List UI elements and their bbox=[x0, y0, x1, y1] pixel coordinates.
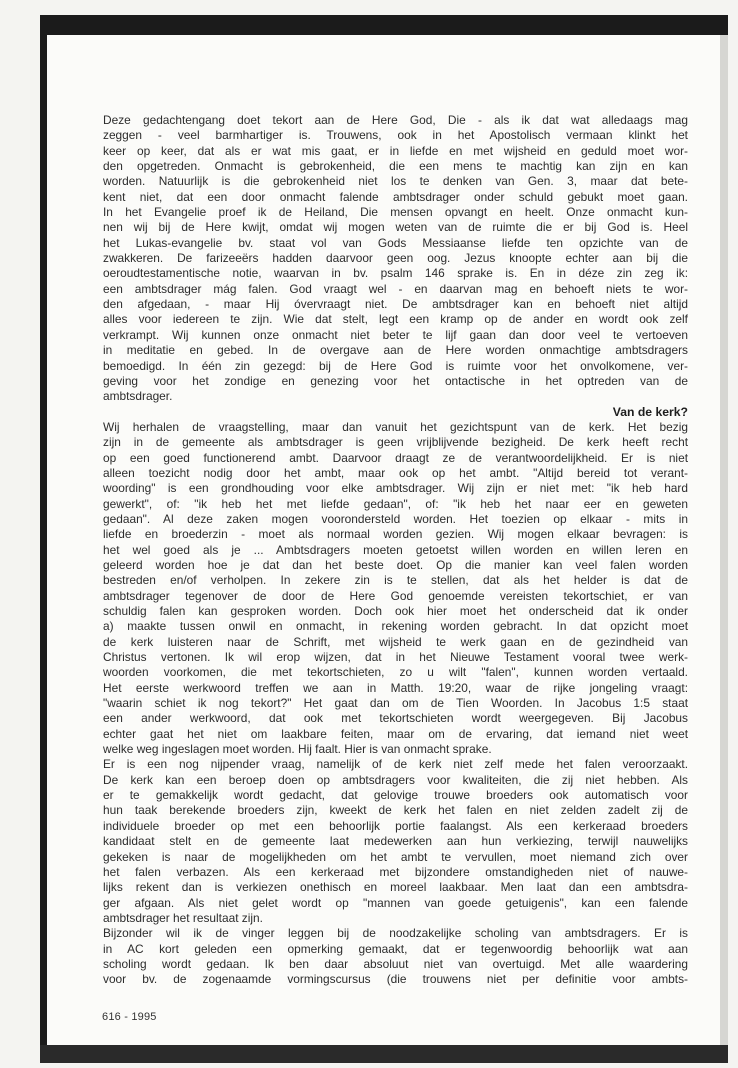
text-line: ambtsdrager tegenover de door de Here God genoemde vereisten tekortschiet, er van bbox=[103, 588, 688, 603]
text-line: In het Evangelie proef ik de Heiland, Die mensen opvangt en heelt. Onze onmacht kun- bbox=[103, 205, 688, 220]
scan-border-left bbox=[40, 15, 47, 1045]
paragraph-onmacht bbox=[103, 113, 688, 405]
text-line: Wij herhalen de vraagstelling, maar dan vanuit het gezichtspunt van de kerk. Het bezig bbox=[103, 419, 688, 434]
text-line: scholing wordt gedaan. Ik ben daar absoluut niet van overtuigd. Met alle waardering bbox=[103, 956, 688, 971]
text-line: gedaan". Al deze zaken mogen voorondersteld worden. Het toezien op elkaar - mits in bbox=[103, 511, 688, 526]
text-line: De kerk kan een beroep doen op ambtsdragers voor kwaliteiten, die zij niet hebben. Als bbox=[103, 772, 688, 787]
text-line: Deze gedachtengang doet tekort aan de Here God, Die - als ik dat wat alledaags mag bbox=[103, 113, 688, 127]
text-line: een ambtsdrager mág falen. God vraagt wel - en daarvan mag en behoeft niets te wor- bbox=[103, 281, 688, 296]
page-sheet bbox=[47, 35, 720, 1045]
text-line: Er is een nog nijpender vraag, namelijk of de kerk niet zelf mede het falen veroorzaakt. bbox=[103, 757, 688, 772]
text-line: alleen toezicht nodig door het ambt, maar ook op het ambt. "Altijd bereid tot verant- bbox=[103, 465, 688, 480]
paragraph-falen-veroorzaakt bbox=[103, 757, 688, 926]
text-line: woording" is een grondhouding voor elke ambtsdrager. Wij zijn er niet met: "ik heb hard bbox=[103, 481, 688, 496]
text-line: ambtsdrager het resultaat zijn. bbox=[103, 910, 263, 925]
text-line: worden. Natuurlijk is die gebrokenheid niet los te denken van Gen. 3, maar dat bete- bbox=[103, 174, 688, 189]
paragraph-van-de-kerk bbox=[103, 420, 688, 758]
text-line: op een goed functionerend ambt. Daarvoor draagt ze de verantwoordelijkheid. Er is niet bbox=[103, 450, 688, 465]
text-line: ger afgaan. Als niet gelet wordt op "mannen van goede getuigenis", kan een falende bbox=[103, 895, 688, 910]
text-line: de kerk luisteren naar de Schrift, met wijsheid te werk gaan en de gezindheid van bbox=[103, 634, 688, 649]
text-line: zeggen - veel barmhartiger is. Trouwens, ook in het Apostolisch vermaan klinkt het bbox=[103, 128, 688, 143]
text-line: woorden voorkomen, die met tekortschieten, zo u wilt "falen", kunnen worden vertaald. bbox=[103, 665, 688, 680]
text-line: welke weg ingeslagen moet worden. Hij faalt. Hier is van onmacht sprake. bbox=[103, 742, 492, 757]
text-line: Het eerste werkwoord treffen we aan in Matth. 19:20, waar de rijke jongeling vraagt: bbox=[103, 680, 688, 695]
text-line: bemoedigd. In één zin gezegd: bij de Here God is ruimte voor het onvolkomene, ver- bbox=[103, 358, 688, 373]
text-line: oeroudtestamentische notie, waarvan in bv. psalm 146 sprake is. En in déze zin zeg ik: bbox=[103, 266, 688, 281]
text-line: voor bv. de zogenaamde vormingscursus (die trouwens niet per definitie voor ambts- bbox=[103, 972, 688, 987]
page-number-footer: 616 - 1995 bbox=[102, 1011, 157, 1023]
text-line: geleerd worden hoe je dat dan het beste doet. Op die manier kan veel falen worden bbox=[103, 557, 688, 572]
scan-edge-right bbox=[720, 35, 728, 1045]
scan-border-top bbox=[40, 15, 728, 35]
text-line: geving voor het zondige en genezing voor het ontactische in het optreden van de bbox=[103, 373, 688, 388]
text-line: kent niet, dat een door onmacht falende ambtsdrager onder schuld gebukt moet gaan. bbox=[103, 189, 688, 204]
text-line: Christus vertonen. Ik wil erop wijzen, dat in het Nieuwe Testament vooral twee werk- bbox=[103, 650, 688, 665]
scan-border-bottom bbox=[40, 1045, 728, 1063]
text-line: in meditatie en gebed. In de overgave aan de Here worden onmachtige ambtsdragers bbox=[103, 343, 688, 358]
text-line: den opgetreden. Onmacht is gebrokenheid, die een mens te machtig kan zijn en kan bbox=[103, 159, 688, 174]
text-line: zwakkeren. De farizeeërs hadden daarvoor geen oog. Jezus knoopte echter aan bij die bbox=[103, 251, 688, 266]
text-line: hun taak berekende broeders zijn, kweekt de kerk het falen en niet zelden zadelt zij de bbox=[103, 803, 688, 818]
text-line: nen wij bij de Here kwijt, omdat wij mogen weten van de ruimte die er bij God is. Heel bbox=[103, 220, 688, 235]
text-line: gewerkt", of: "ik heb het met liefde gedaan", of: "ik heb het naar eer en geweten bbox=[103, 496, 688, 511]
text-line: schuldig falen kan gesproken worden. Doch ook hier moet het onderscheid dat ik onder bbox=[103, 604, 688, 618]
text-line: bestreden en/of verholpen. In zekere zin is te stellen, dat als het helder is dat de bbox=[103, 573, 688, 588]
text-line: Bijzonder wil ik de vinger leggen bij de noodzakelijke scholing van ambtsdragers. Er is bbox=[103, 926, 688, 941]
text-line: gekeken is naar de mogelijkheden om het ambt te vervullen, moet niemand zich over bbox=[103, 849, 688, 864]
text-line: echter gaat het niet om laakbare feiten, maar om de ervaring, dat iemand niet weet bbox=[103, 726, 688, 741]
text-line: er te gemakkelijk wordt gedacht, dat gelovige trouwe broeders ook automatisch voor bbox=[103, 788, 688, 803]
text-line: het falen verbazen. Als een kerkeraad met bijzondere omstandigheden niet of nauwe- bbox=[103, 864, 688, 879]
text-line: "waarin schiet ik nog tekort?" Het gaat dan om de Tien Woorden. In Jacobus 1:5 staat bbox=[103, 696, 688, 711]
text-line: alles voor iedereen te zijn. Wie dat stelt, legt een kramp op de ander en wordt ook zelf bbox=[103, 312, 688, 327]
text-line: den afgedaan, - maar Hij óvervraagt niet. De ambtsdrager kan en behoeft niet altijd bbox=[103, 297, 688, 312]
paragraph-scholing bbox=[103, 926, 688, 987]
text-line: liefde en broederzin - moet als normaal worden gezien. Wij mogen elkaar bevragen: is bbox=[103, 527, 688, 542]
text-line: ambtsdrager. bbox=[103, 389, 173, 404]
text-line: een ander werkwoord, dat ook met tekortschieten wordt weergegeven. Bij Jacobus bbox=[103, 711, 688, 726]
text-line: lijks rekent dan is verkiezen onethisch en moreel laakbaar. Men laat dan een ambtsdra- bbox=[103, 880, 688, 895]
section-heading: Van de kerk? bbox=[612, 404, 688, 419]
text-line: in AC kort geleden een opmerking gemaakt, dat er tegenwoordig behoorlijk wat aan bbox=[103, 941, 688, 956]
text-line: het wel goed als je ... Ambtsdragers moeten getoetst willen worden en willen leren en bbox=[103, 542, 688, 557]
text-column bbox=[103, 113, 688, 988]
text-line: keer op keer, dat als er wat mis gaat, er in liefde en met wijsheid en geduld moet wor- bbox=[103, 143, 688, 158]
text-line: a) maakte tussen onwil en onmacht, in rekening worden gebracht. In dat opzicht moet bbox=[103, 619, 688, 634]
text-line: verkrampt. Wij kunnen onze onmacht niet beter te lijf gaan dan door veel te vertoeven bbox=[103, 327, 688, 342]
text-line: zijn in de gemeente als ambtsdrager is geen vrijblijvende bezigheid. De kerk heeft recht bbox=[103, 435, 688, 450]
text-line: individuele broeder op met een behoorlijk portie faalangst. Als een kerkeraad broeders bbox=[103, 818, 688, 833]
text-line: het Lukas-evangelie bv. staat vol van Gods Messiaanse liefde ten opzichte van de bbox=[103, 235, 688, 250]
text-line: kandidaat stelt en de gemeente laat medewerken aan hun verkiezing, terwijl nauwelijks bbox=[103, 834, 688, 849]
